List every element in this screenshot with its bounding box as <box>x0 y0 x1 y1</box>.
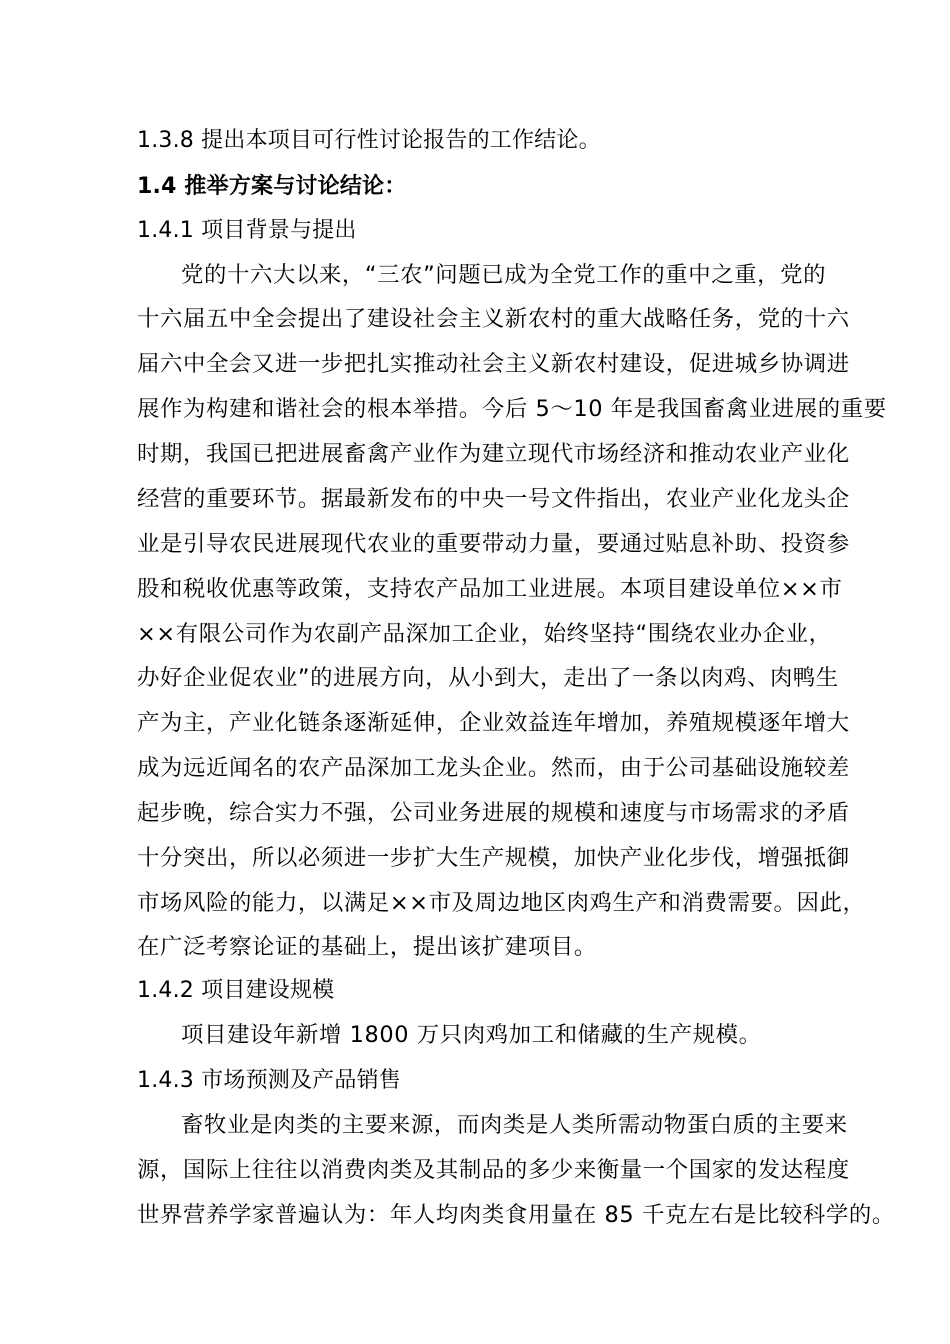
paragraph-scale: 项目建设年新增 1800 万只肉鸡加工和储藏的生产规模。 <box>181 1022 762 1048</box>
paragraph-line: 股和税收优惠等政策，支持农产品加工业进展。本项目建设单位××市 <box>137 576 843 602</box>
section-heading-1-4: 1.4 推举方案与讨论结论： <box>137 174 407 199</box>
paragraph-line: 十六届五中全会提出了建设社会主义新农村的重大战略任务，党的十六 <box>137 306 850 332</box>
paragraph-line: 届六中全会又进一步把扎实推动社会主义新农村建设，促进城乡协调进 <box>137 351 850 377</box>
paragraph-line: 时期，我国已把进展畜禽产业作为建立现代市场经济和推动农业产业化 <box>137 441 850 467</box>
paragraph-line: 世界营养学家普遍认为：年人均肉类食用量在 85 千克左右是比较科学的。 <box>137 1202 895 1228</box>
paragraph-line: 经营的重要环节。据最新发布的中央一号文件指出，农业产业化龙头企 <box>137 486 850 512</box>
section-heading-1-4-1: 1.4.1 项目背景与提出 <box>137 218 357 243</box>
paragraph-line: ××有限公司作为农副产品深加工企业，始终坚持“围绕农业办企业， <box>137 621 832 647</box>
paragraph-line: 产为主，产业化链条逐渐延伸，企业效益连年增加，养殖规模逐年增大 <box>137 710 850 736</box>
section-heading-1-4-3: 1.4.3 市场预测及产品销售 <box>137 1068 401 1093</box>
paragraph-line: 展作为构建和谐社会的根本举措。今后 5～10 年是我国畜禽业进展的重要 <box>137 396 887 422</box>
paragraph-line: 办好企业促农业”的进展方向，从小到大，走出了一条以肉鸡、肉鸭生 <box>137 665 839 691</box>
paragraph-line: 在广泛考察论证的基础上，提出该扩建项目。 <box>137 934 597 960</box>
paragraph-line: 源，国际上往往以消费肉类及其制品的多少来衡量一个国家的发达程度 <box>137 1157 850 1183</box>
paragraph-line: 起步晚，综合实力不强，公司业务进展的规模和速度与市场需求的矛盾 <box>137 800 850 826</box>
paragraph-line: 业是引导农民进展现代农业的重要带动力量，要通过贴息补助、投资参 <box>137 531 850 557</box>
paragraph-line: 市场风险的能力，以满足××市及周边地区肉鸡生产和消费需要。因此， <box>137 890 866 916</box>
section-heading-1-4-2: 1.4.2 项目建设规模 <box>137 978 335 1003</box>
section-heading-1-3-8: 1.3.8 提出本项目可行性讨论报告的工作结论。 <box>137 128 601 153</box>
paragraph-line: 畜牧业是肉类的主要来源，而肉类是人类所需动物蛋白质的主要来 <box>181 1112 848 1138</box>
paragraph-line: 成为远近闻名的农产品深加工龙头企业。然而，由于公司基础设施较差 <box>137 755 850 781</box>
paragraph-line: 十分突出，所以必须进一步扩大生产规模，加快产业化步伐，增强抵御 <box>137 845 850 871</box>
paragraph-line: 党的十六大以来，“三农”问题已成为全党工作的重中之重，党的 <box>181 262 827 288</box>
